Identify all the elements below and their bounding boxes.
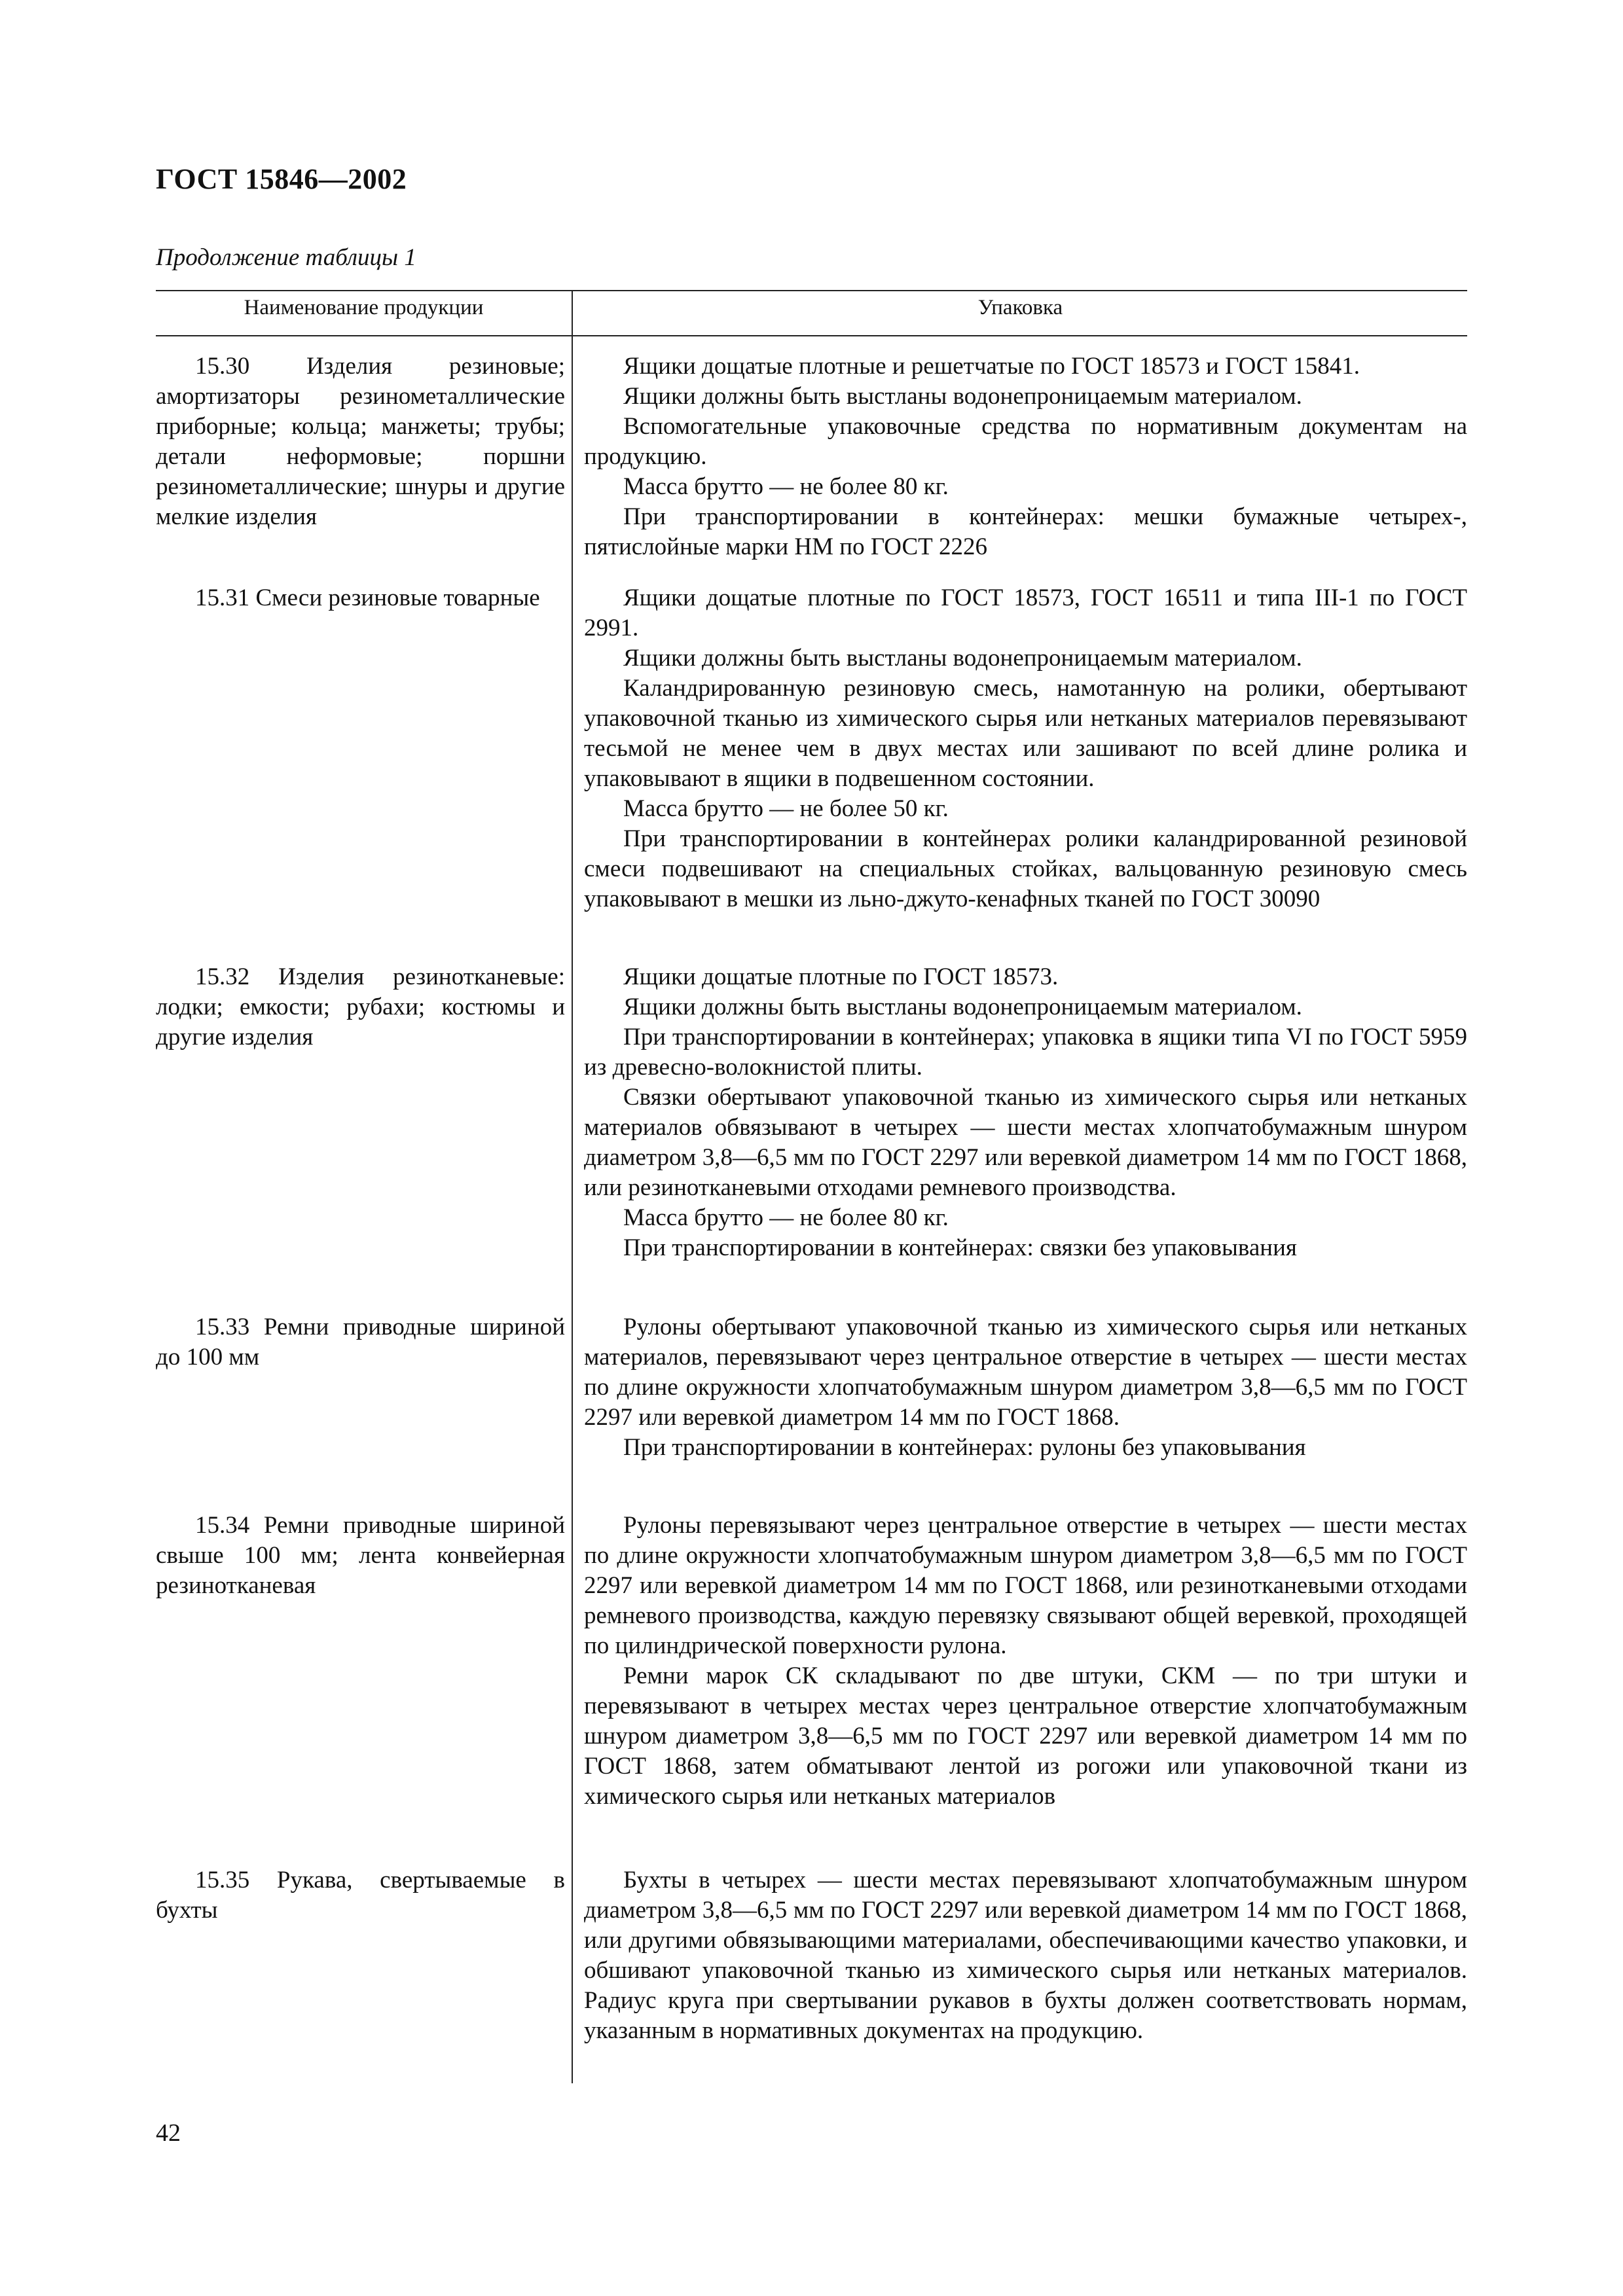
packing-paragraph: Масса брутто — не более 50 кг. — [623, 795, 949, 822]
product-name-cell: 15.32 Изделия резинотканевые: лодки; емкости; рубахи; костюмы и другие изделия — [156, 963, 565, 1050]
table-caption: Продолжение таблицы 1 — [156, 244, 416, 271]
packing-paragraph: Вспомогательные упаковочные средства по нормативным документам на продукцию. — [584, 413, 1467, 470]
packing-cell — [584, 1865, 1467, 2046]
packing-paragraph: При транспортировании в контейнерах: рулоны без упаковывания — [623, 1434, 1306, 1461]
packing-paragraph: Рулоны перевязывают через центральное отверстие в четырех — шести местах по длине окружности хлопчатобумажным шнуром диаметром 3,8—6,5 мм по ГОСТ 2297 или веревкой диаметром 14 мм по ГОСТ 1868, или резинотканевыми отходами ремневого производства, каждую перевязку связывают общей веревкой, проходящей по цилиндрической поверхности рулона. — [584, 1512, 1467, 1659]
packing-cell — [584, 1511, 1467, 1812]
packing-paragraph: Каландрированную резиновую смесь, намотанную на ролики, обертывают упаковочной тканью из химического сырья или нетканых материалов перевязывают тесьмой не менее чем в двух местах или зашивают по всей длине ролика и упаковывают в ящики в подвешенном состоянии. — [584, 675, 1467, 792]
packing-cell — [584, 962, 1467, 1263]
packing-paragraph: Ящики должны быть выстланы водонепроницаемым материалом. — [623, 383, 1302, 410]
column-divider — [572, 290, 573, 2083]
packing-paragraph: Ящики дощатые плотные по ГОСТ 18573. — [623, 963, 1059, 990]
packing-paragraph: Ящики должны быть выстланы водонепроницаемым материалом. — [623, 645, 1302, 672]
packing-paragraph: Масса брутто — не более 80 кг. — [623, 1204, 949, 1231]
column-header-product: Наименование продукции — [244, 296, 484, 319]
packing-paragraph: При транспортировании в контейнерах: связки без упаковывания — [623, 1234, 1297, 1261]
packing-paragraph: Рулоны обертывают упаковочной тканью из химического сырья или нетканых материалов, перевязывают через центральное отверстие в четырех — шести местах по длине окружности хлопчатобумажным шнуром диаметром 3,8—6,5 мм по ГОСТ 2297 или веревкой диаметром 14 мм по ГОСТ 1868. — [584, 1314, 1467, 1431]
packing-paragraph: При транспортировании в контейнерах; упаковка в ящики типа VI по ГОСТ 5959 из древесно-волокнистой плиты. — [584, 1024, 1467, 1081]
product-name-cell: 15.33 Ремни приводные шириной до 100 мм — [156, 1314, 565, 1371]
packing-cell — [584, 1312, 1467, 1463]
product-name-cell: 15.31 Смеси резиновые товарные — [195, 584, 540, 611]
table-header-rule — [156, 335, 1467, 336]
packing-paragraph: При транспортировании в контейнерах ролики каландрированной резиновой смеси подвешивают на специальных стойках, вальцованную резиновую смесь упаковывают в мешки из льно-джуто-кенафных тканей по ГОСТ 30090 — [584, 825, 1467, 912]
doc-title: ГОСТ 15846—2002 — [156, 163, 407, 195]
page-number: 42 — [156, 2119, 181, 2147]
column-header-packing: Упаковка — [977, 296, 1063, 319]
packing-paragraph: Масса брутто — не более 80 кг. — [623, 473, 949, 500]
packing-paragraph: Связки обертывают упаковочной тканью из химического сырья или нетканых материалов обвязывают в четырех — шести местах хлопчатобумажным шнуром диаметром 3,8—6,5 мм по ГОСТ 2297 или веревкой диаметром 14 мм по ГОСТ 1868, или резинотканевыми отходами ремневого производства. — [584, 1084, 1467, 1201]
packing-paragraph: Ящики дощатые плотные по ГОСТ 18573, ГОСТ 16511 и типа III-1 по ГОСТ 2991. — [584, 584, 1467, 641]
packing-paragraph: При транспортировании в контейнерах: мешки бумажные четырех-, пятислойные марки НМ по ГОСТ 2226 — [584, 503, 1467, 560]
product-name-cell: 15.35 Рукава, свертываемые в бухты — [156, 1867, 565, 1924]
table-top-rule — [156, 290, 1467, 291]
packing-cell — [584, 583, 1467, 914]
packing-cell — [584, 351, 1467, 562]
packing-paragraph: Ящики дощатые плотные и решетчатые по ГОСТ 18573 и ГОСТ 15841. — [623, 353, 1360, 380]
packing-paragraph: Ящики должны быть выстланы водонепроницаемым материалом. — [623, 994, 1302, 1020]
packing-paragraph: Бухты в четырех — шести местах перевязывают хлопчатобумажным шнуром диаметром 3,8—6,5 мм по ГОСТ 2297 или веревкой диаметром 14 мм по ГОСТ 1868, или другими обвязывающими материалами, обеспечивающими качество упаковки, и обшивают упаковочной тканью из химического сырья или нетканых материалов. Радиус круга при свертывании рукавов в бухты должен соответствовать нормам, указанным в нормативных документах на продукцию. — [584, 1867, 1467, 2044]
product-name-cell: 15.30 Изделия резиновые; амортизаторы резинометаллические приборные; кольца; манжеты; трубы; детали неформовые; поршни резинометаллические; шнуры и другие мелкие изделия — [156, 353, 565, 530]
product-name-cell: 15.34 Ремни приводные шириной свыше 100 мм; лента конвейерная резинотканевая — [156, 1512, 565, 1599]
packing-paragraph: Ремни марок СК складывают по две штуки, СКМ — по три штуки и перевязывают в четырех местах через центральное отверстие хлопчатобумажным шнуром диаметром 3,8—6,5 мм по ГОСТ 2297 или веревкой диаметром 14 мм по ГОСТ 1868, затем обматывают лентой из рогожи или упаковочной ткани из химического сырья или нетканых материалов — [584, 1662, 1467, 1810]
